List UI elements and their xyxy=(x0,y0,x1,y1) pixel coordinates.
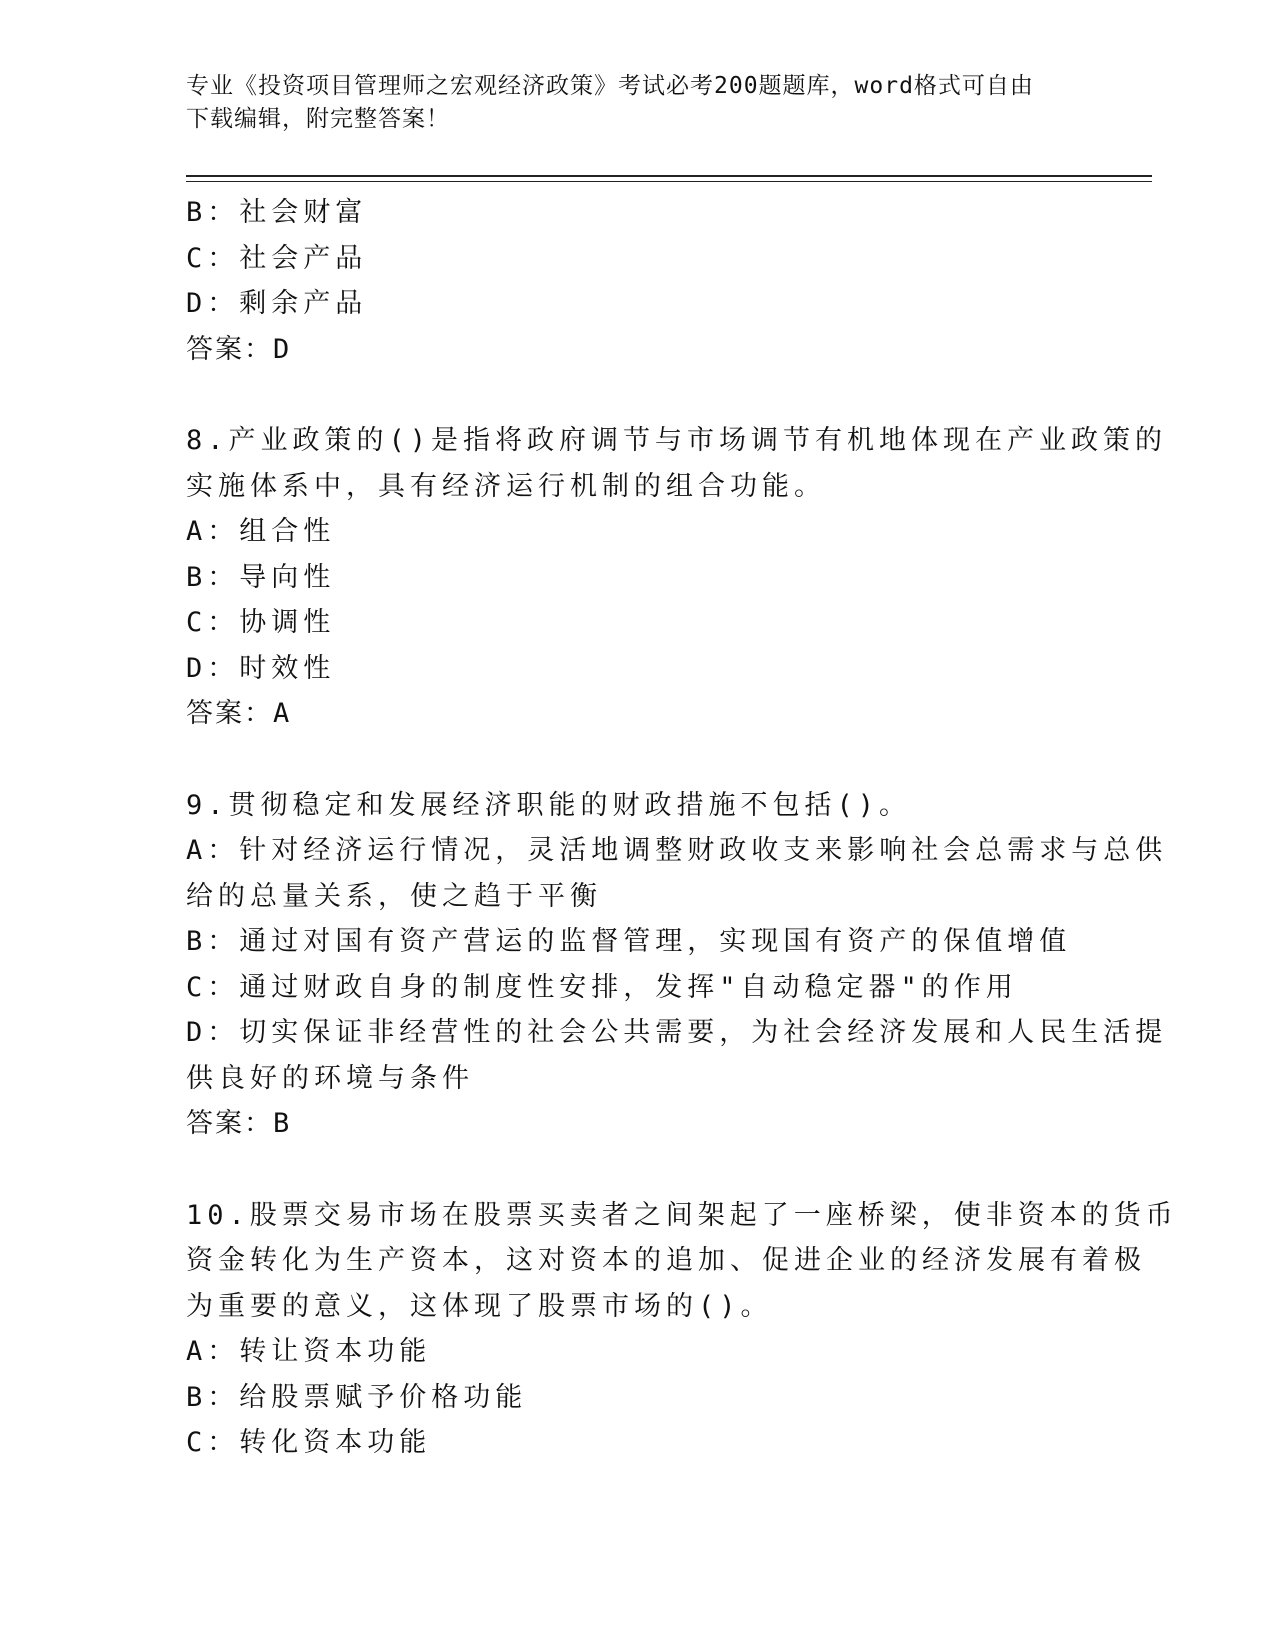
option-a: A：转让资本功能 xyxy=(186,1336,432,1367)
question-7 xyxy=(186,190,1066,372)
question-stem-line: 8.产业政策的()是指将政府调节与市场调节有机地体现在产业政策的 xyxy=(186,425,1168,456)
spacer xyxy=(186,372,1066,418)
option-d: D：切实保证非经营性的社会公共需要，为社会经济发展和人民生活提 xyxy=(186,1017,1168,1048)
option-b: B：导向性 xyxy=(186,561,336,593)
question-content xyxy=(186,190,1178,1466)
answer: 答案：D xyxy=(186,333,292,365)
option-b: B：社会财富 xyxy=(186,197,368,228)
answer: 答案：A xyxy=(186,698,292,729)
spacer xyxy=(186,737,1066,783)
option-d: D：时效性 xyxy=(186,652,336,684)
answer: 答案：B xyxy=(186,1108,292,1139)
option-c: C：转化资本功能 xyxy=(186,1427,432,1458)
header-rule-thin xyxy=(186,181,1152,182)
header-rule-thick xyxy=(186,175,1152,177)
option-d: D：剩余产品 xyxy=(186,288,368,319)
question-8 xyxy=(186,418,1168,737)
option-a: A：组合性 xyxy=(186,516,336,547)
question-stem-line: 10.股票交易市场在股票买卖者之间架起了一座桥梁，使非资本的货币 xyxy=(186,1199,1178,1231)
question-10 xyxy=(186,1193,1178,1466)
option-c: C：协调性 xyxy=(186,607,336,638)
question-stem-line: 9.贯彻稳定和发展经济职能的财政措施不包括()。 xyxy=(186,789,912,821)
header-line-1: 专业《投资项目管理师之宏观经济政策》考试必考200题题库，word格式可自由 xyxy=(186,73,1034,99)
option-c: C：社会产品 xyxy=(186,242,368,274)
question-stem-line: 为重要的意义，这体现了股票市场的()。 xyxy=(186,1290,773,1322)
question-stem-line: 资金转化为生产资本，这对资本的追加、促进企业的经济发展有着极 xyxy=(186,1245,1146,1276)
option-a-continued: 给的总量关系，使之趋于平衡 xyxy=(186,880,602,912)
option-a: A：针对经济运行情况，灵活地调整财政收支来影响社会总需求与总供 xyxy=(186,835,1168,866)
header-line-2: 下载编辑，附完整答案！ xyxy=(186,106,450,132)
option-c: C：通过财政自身的制度性安排，发挥"自动稳定器"的作用 xyxy=(186,971,1018,1003)
question-9 xyxy=(186,783,1168,1147)
option-b: B：给股票赋予价格功能 xyxy=(186,1381,528,1413)
option-d-continued: 供良好的环境与条件 xyxy=(186,1062,474,1094)
question-stem-line: 实施体系中，具有经济运行机制的组合功能。 xyxy=(186,470,826,502)
spacer xyxy=(186,1147,1066,1193)
option-b: B：通过对国有资产营运的监督管理，实现国有资产的保值增值 xyxy=(186,926,1072,957)
document-header xyxy=(186,70,1066,136)
